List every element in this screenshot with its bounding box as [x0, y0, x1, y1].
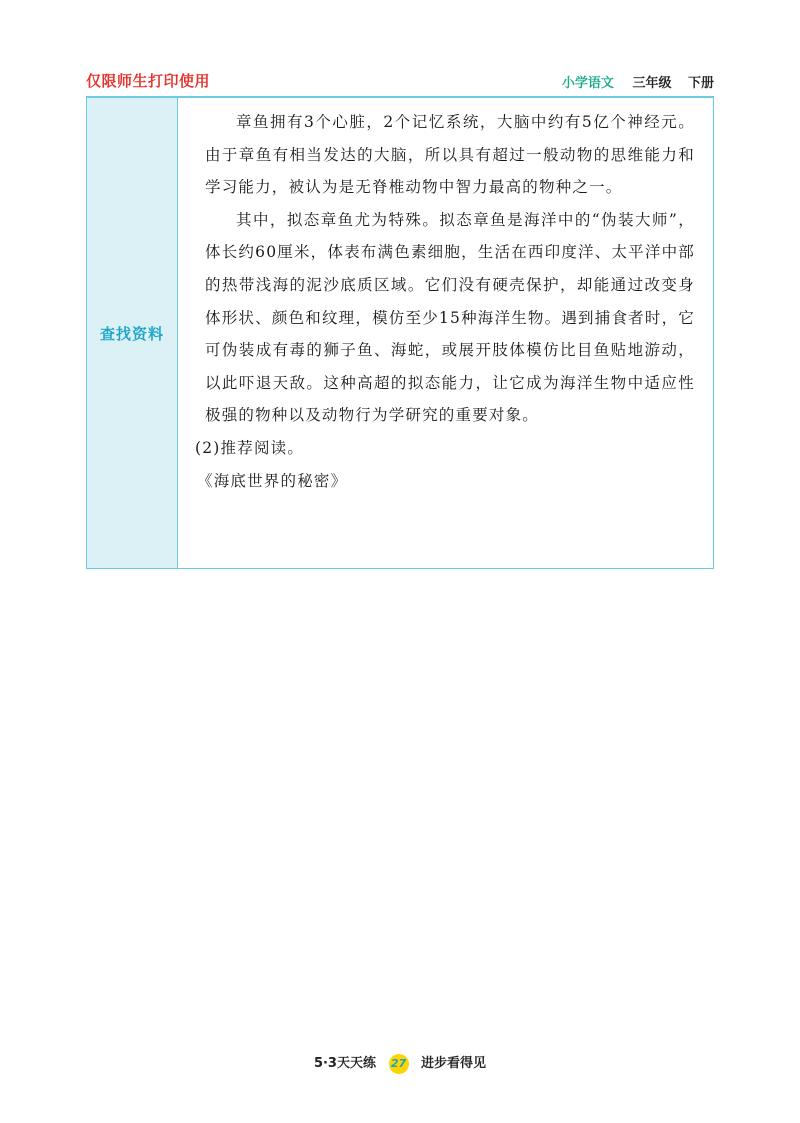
footer-slogan: 进步看得见: [421, 1056, 487, 1071]
paragraph-octopus-intro: 章鱼拥有3个心脏，2个记忆系统，大脑中约有5亿个神经元。由于章鱼有相当发达的大脑，所以具有超过一般动物的思维能力和学习能力，被认为是无脊椎动物中智力最高的物种之一。: [205, 113, 695, 197]
recommend-heading: (2)推荐阅读。: [195, 438, 305, 457]
section-label: 查找资料: [99, 324, 164, 343]
term-label: 下册: [687, 76, 714, 91]
print-notice: 仅限师生打印使用: [86, 72, 211, 90]
section-label-cell: [87, 98, 178, 568]
paragraph-mimic-octopus: 其中，拟态章鱼尤为特殊。拟态章鱼是海洋中的“伪装大师”，体长约60厘米，体表布满色素细胞，生活在西印度洋、太平洋中部的热带浅海的泥沙底质区域。它们没有硬壳保护，却能通过改变身体形状、颜色和纹理，模仿至少15种海洋生物。遇到捕食者时，它可伪装成有毒的狮子鱼、海蛇，或展开肢体模仿比目鱼贴地游动，以此吓退天敌。这种高超的拟态能力，让它成为海洋生物中适应性极强的物种以及动物行为学研究的重要对象。: [205, 210, 695, 425]
page-number-badge: 27: [389, 1054, 409, 1074]
footer-brand: 5·3天天练: [313, 1056, 376, 1071]
page-footer: [0, 1052, 800, 1074]
recommended-book-title: 《海底世界的秘密》: [197, 471, 348, 490]
book-info: [562, 72, 714, 91]
section-text-cell: [178, 98, 713, 568]
subject-label: 小学语文: [561, 76, 614, 91]
content-table: [86, 98, 714, 569]
grade-label: 三年级: [632, 76, 672, 91]
